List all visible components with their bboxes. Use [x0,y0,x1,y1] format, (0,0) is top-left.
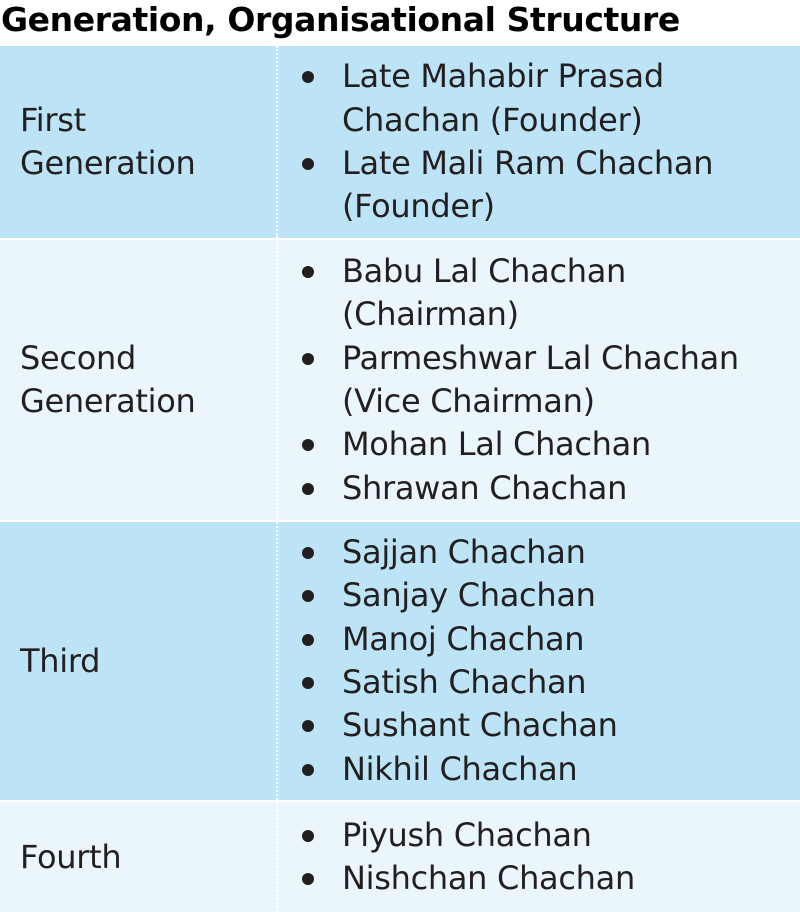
bullet-icon [302,720,314,732]
member-item [278,467,739,510]
generation-label-line: Generation [20,382,196,420]
member-item [278,574,618,617]
member-name-line: (Vice Chairman) [342,382,595,420]
generation-row-first [0,46,800,238]
member-name-line: Mohan Lal Chachan [342,425,651,464]
generation-label-cell [0,522,278,800]
generation-label-line: First [20,101,86,139]
generation-table [0,46,800,912]
generation-row-second [0,240,800,520]
members-cell [278,802,800,912]
member-name-line: (Chairman) [342,295,519,334]
member-name-line: Parmeshwar Lal Chachan [342,338,739,377]
generation-label [20,836,121,879]
generation-label-cell [0,802,278,912]
member-item [278,704,618,747]
member-name-line: Sushant Chachan [342,706,618,745]
generation-label [20,640,100,683]
bullet-icon [302,634,314,646]
bullet-icon [302,873,314,885]
member-name-line: Chachan (Founder) [342,100,643,139]
member-name-line: Late Mali Ram Chachan [342,144,714,182]
member-name-line: Nikhil Chachan [342,749,578,788]
generation-label-line: Second [20,339,136,377]
generation-label-line: Fourth [20,837,122,876]
member-name-line: Manoj Chachan [342,619,585,658]
bullet-icon [302,677,314,689]
member-item [278,618,618,661]
generation-label [20,337,196,423]
member-item [278,661,618,704]
member-name-line: Piyush Chachan [342,815,592,854]
generation-row-third [0,522,800,800]
member-name-line: Sajjan Chachan [342,533,586,572]
member-item [278,142,713,229]
bullet-icon [302,71,314,83]
members-list [278,250,739,510]
members-cell [278,46,800,238]
member-item [278,55,713,142]
member-item [278,748,618,791]
bullet-icon [302,439,314,451]
generation-label-cell [0,240,278,520]
generation-label-cell [0,46,278,238]
bullet-icon [302,266,314,278]
member-item [278,857,635,900]
member-item [278,814,635,857]
bullet-icon [302,764,314,776]
members-list [278,531,618,791]
bullet-icon [302,590,314,602]
member-item [278,423,739,466]
member-item [278,531,618,574]
bullet-icon [302,483,314,495]
member-name-line: Shrawan Chachan [342,468,628,507]
member-item [278,337,739,424]
members-cell [278,522,800,800]
page-title: Generation, Organisational Structure [1,0,680,39]
member-item [278,250,739,337]
members-list [278,814,635,901]
generation-label-line: Generation [20,144,196,182]
members-list [278,55,713,228]
member-name-line: Sanjay Chachan [342,576,596,615]
bullet-icon [302,830,314,842]
member-name-line: Satish Chachan [342,663,587,701]
member-name-line: (Founder) [342,187,495,226]
member-name-line: Nishchan Chachan [342,859,635,897]
generation-label [20,99,196,185]
bullet-icon [302,158,314,170]
bullet-icon [302,353,314,365]
member-name-line: Late Mahabir Prasad [342,57,664,96]
member-name-line: Babu Lal Chachan [342,252,627,291]
generation-label-line: Third [20,641,101,680]
members-cell [278,240,800,520]
generation-row-fourth [0,802,800,912]
bullet-icon [302,547,314,559]
